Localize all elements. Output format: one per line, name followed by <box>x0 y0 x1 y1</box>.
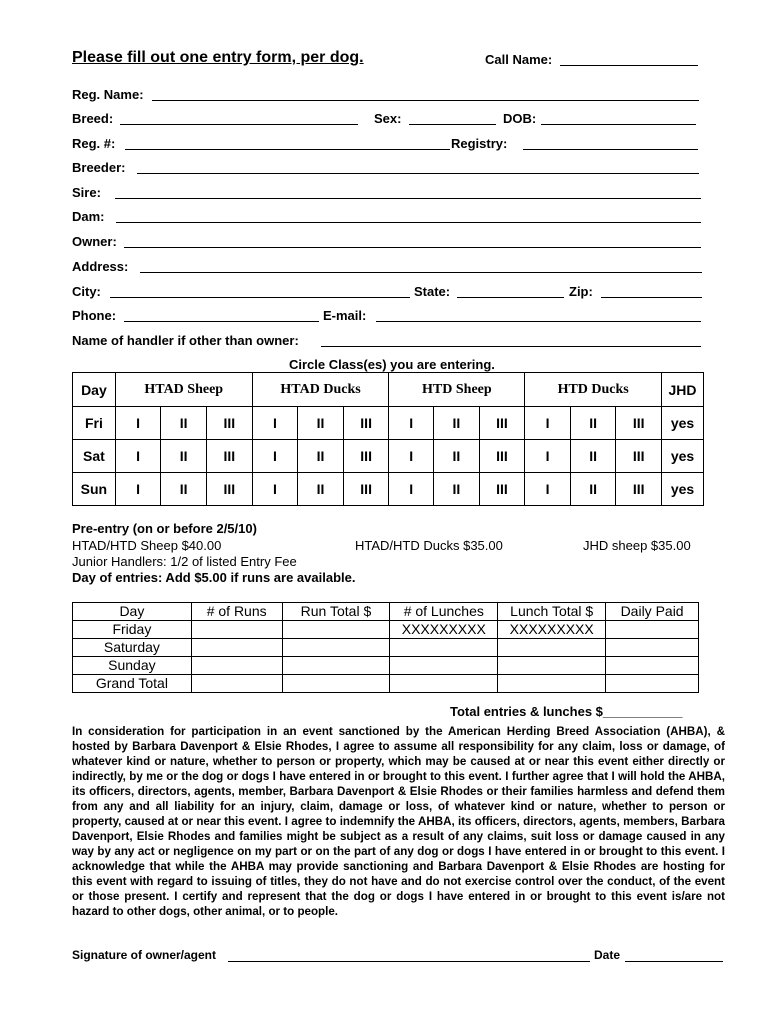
class-option[interactable]: II <box>434 440 480 473</box>
table-cell[interactable] <box>191 621 282 639</box>
dam-label: Dam: <box>72 209 105 224</box>
class-option[interactable]: III <box>616 407 662 440</box>
class-option[interactable]: I <box>252 440 298 473</box>
class-option[interactable]: II <box>570 440 616 473</box>
pre-entry-heading: Pre-entry (on or before 2/5/10) <box>72 521 257 536</box>
class-option[interactable]: III <box>206 473 252 506</box>
class-option[interactable]: III <box>343 473 389 506</box>
class-option[interactable]: II <box>298 473 344 506</box>
fee-day-of: Day of entries: Add $5.00 if runs are available. <box>72 570 356 585</box>
class-table-header <box>73 373 704 407</box>
table-cell[interactable] <box>498 657 606 675</box>
date-field[interactable] <box>625 961 723 962</box>
sire-label: Sire: <box>72 185 101 200</box>
sire-field[interactable] <box>115 198 701 199</box>
class-option[interactable]: I <box>389 440 434 473</box>
sex-label: Sex: <box>374 111 402 126</box>
totals-header <box>73 603 699 621</box>
table-row <box>73 657 699 675</box>
city-label: City: <box>72 284 101 299</box>
table-cell[interactable] <box>390 639 498 657</box>
class-option[interactable]: II <box>161 407 207 440</box>
registry-label: Registry: <box>451 136 508 151</box>
row-label: Friday <box>73 621 192 639</box>
table-cell: XXXXXXXXX <box>390 621 498 639</box>
jhd-option[interactable]: yes <box>662 440 704 473</box>
handler-label: Name of handler if other than owner: <box>72 333 299 348</box>
signature-field[interactable] <box>228 961 590 962</box>
class-option[interactable]: III <box>616 473 662 506</box>
table-cell[interactable] <box>606 675 699 693</box>
signature-label: Signature of owner/agent <box>72 948 217 962</box>
table-cell[interactable] <box>606 621 699 639</box>
zip-label: Zip: <box>569 284 593 299</box>
class-option[interactable]: II <box>298 440 344 473</box>
class-option[interactable]: II <box>570 407 616 440</box>
table-row <box>73 675 699 693</box>
header-htad-ducks: HTAD Ducks <box>252 373 389 407</box>
header-jhd: JHD <box>662 373 704 407</box>
form-title: Please fill out one entry form, per dog. <box>72 49 364 66</box>
totals-header-run-total: Run Total $ <box>282 603 390 621</box>
total-entries-lunches: Total entries & lunches $___________ <box>450 704 683 719</box>
fee-htad-ducks: HTAD/HTD Ducks $35.00 <box>355 538 503 553</box>
class-option[interactable]: I <box>252 407 298 440</box>
jhd-option[interactable]: yes <box>662 473 704 506</box>
class-option[interactable]: I <box>525 407 571 440</box>
table-cell[interactable] <box>191 639 282 657</box>
header-htad-sheep: HTAD Sheep <box>115 373 252 407</box>
totals-header-lunches: # of Lunches <box>390 603 498 621</box>
class-option[interactable]: II <box>570 473 616 506</box>
liability-waiver: In consideration for participation in an event sanctioned by the American Herding Breed Association (AHBA), & hosted by Barbara Davenport & Elsie Rhodes, I agree to assume all responsibility for any claim, loss or damage, of whatever kind or nature, whether to person or property, which may be caused at or near this event either directly or indirectly, by me or the dog or dogs I have entered in or brought to this event. I further agree that I will hold the AHBA, its officers, directors, agents, member, Barbara Davenport & Elsie Rhodes or their families harmless and defend them from any and all liability for an injury, claim, damage or loss, of whatever kind or nature, whether to person or property, caused at or near this event. I agree to indemnify the AHBA, its officers, directors, agents, members, Barbara Davenport, Elsie Rhodes and families might be subject as a result of any claims, suit loss or damage caused in any way by any act or negligence on my part or on the part of any dog or dogs I have entered in or brought to this event. I acknowledge that while the AHBA may provide sanctioning and Barbara Davenport & Elsie Rhodes are hosting for this event with regard to issuing of titles, they do not have and do not exercise control over the conduct, of the event or those present. I certify and represent that the dog or dogs I have entered in or brought to this event is/are not hazard to other dogs, other animal, or to people. <box>72 725 725 918</box>
address-label: Address: <box>72 259 129 274</box>
breeder-field[interactable] <box>137 173 699 174</box>
owner-field[interactable] <box>124 247 701 248</box>
phone-label: Phone: <box>72 308 117 323</box>
owner-label: Owner: <box>72 234 117 249</box>
phone-field[interactable] <box>124 321 319 322</box>
reg-number-field[interactable] <box>125 149 450 150</box>
reg-name-label: Reg. Name: <box>72 87 144 102</box>
class-option[interactable]: III <box>343 440 389 473</box>
class-option[interactable]: III <box>616 440 662 473</box>
class-option[interactable]: III <box>479 473 525 506</box>
totals-header-day: Day <box>73 603 192 621</box>
class-option[interactable]: III <box>479 407 525 440</box>
header-htd-ducks: HTD Ducks <box>525 373 662 407</box>
class-table <box>72 372 704 506</box>
class-option[interactable]: I <box>115 473 161 506</box>
table-cell: XXXXXXXXX <box>498 621 606 639</box>
breed-field[interactable] <box>120 124 358 125</box>
class-option[interactable]: I <box>115 407 161 440</box>
breeder-label: Breeder: <box>72 160 126 175</box>
reg-number-label: Reg. #: <box>72 136 116 151</box>
class-option[interactable]: III <box>206 440 252 473</box>
fee-htad-sheep: HTAD/HTD Sheep $40.00 <box>72 538 222 553</box>
handler-field[interactable] <box>321 346 701 347</box>
table-row <box>73 621 699 639</box>
table-cell[interactable] <box>390 675 498 693</box>
table-cell[interactable] <box>282 621 390 639</box>
class-option[interactable]: I <box>252 473 298 506</box>
reg-name-field[interactable] <box>152 100 699 101</box>
table-cell[interactable] <box>498 639 606 657</box>
email-field[interactable] <box>376 321 701 322</box>
address-field[interactable] <box>140 272 702 273</box>
class-option[interactable]: II <box>434 407 480 440</box>
dob-label: DOB: <box>503 111 537 126</box>
city-field[interactable] <box>110 297 410 298</box>
row-label: Saturday <box>73 639 192 657</box>
dam-field[interactable] <box>116 222 701 223</box>
header-day: Day <box>73 373 116 407</box>
state-label: State: <box>414 284 451 299</box>
date-label: Date <box>594 948 621 962</box>
class-option[interactable]: III <box>343 407 389 440</box>
class-option[interactable]: I <box>525 440 571 473</box>
fee-jhd-sheep: JHD sheep $35.00 <box>583 538 691 553</box>
table-cell[interactable] <box>498 675 606 693</box>
table-row <box>73 639 699 657</box>
table-cell[interactable] <box>606 657 699 675</box>
email-label: E-mail: <box>323 308 367 323</box>
registry-field[interactable] <box>523 149 698 150</box>
zip-field[interactable] <box>601 297 702 298</box>
class-row-sat <box>73 440 704 473</box>
class-option[interactable]: II <box>161 440 207 473</box>
class-row-sun <box>73 473 704 506</box>
dob-field[interactable] <box>541 124 696 125</box>
totals-header-daily-paid: Daily Paid <box>606 603 699 621</box>
class-option[interactable]: I <box>389 407 434 440</box>
table-cell[interactable] <box>191 675 282 693</box>
class-option[interactable]: I <box>525 473 571 506</box>
table-cell[interactable] <box>606 639 699 657</box>
class-option[interactable]: I <box>115 440 161 473</box>
row-label: Sunday <box>73 657 192 675</box>
breed-label: Breed: <box>72 111 114 126</box>
class-table-caption: Circle Class(es) you are entering. <box>289 357 495 372</box>
day-cell: Sat <box>73 440 116 473</box>
class-option[interactable]: III <box>479 440 525 473</box>
table-cell[interactable] <box>282 675 390 693</box>
table-cell[interactable] <box>191 657 282 675</box>
totals-table <box>72 602 699 693</box>
sex-field[interactable] <box>409 124 496 125</box>
day-cell: Fri <box>73 407 116 440</box>
jhd-option[interactable]: yes <box>662 407 704 440</box>
day-cell: Sun <box>73 473 116 506</box>
table-cell[interactable] <box>390 657 498 675</box>
header-htd-sheep: HTD Sheep <box>389 373 525 407</box>
table-cell[interactable] <box>282 657 390 675</box>
class-option[interactable]: III <box>206 407 252 440</box>
state-field[interactable] <box>457 297 564 298</box>
class-option[interactable]: II <box>298 407 344 440</box>
row-label: Grand Total <box>73 675 192 693</box>
call-name-label: Call Name: <box>485 52 553 67</box>
fee-junior: Junior Handlers: 1/2 of listed Entry Fee <box>72 554 297 569</box>
class-option[interactable]: II <box>161 473 207 506</box>
class-option[interactable]: II <box>434 473 480 506</box>
class-option[interactable]: I <box>389 473 434 506</box>
class-row-fri <box>73 407 704 440</box>
table-cell[interactable] <box>282 639 390 657</box>
call-name-field[interactable] <box>560 65 698 66</box>
totals-header-lunch-total: Lunch Total $ <box>498 603 606 621</box>
totals-header-runs: # of Runs <box>191 603 282 621</box>
